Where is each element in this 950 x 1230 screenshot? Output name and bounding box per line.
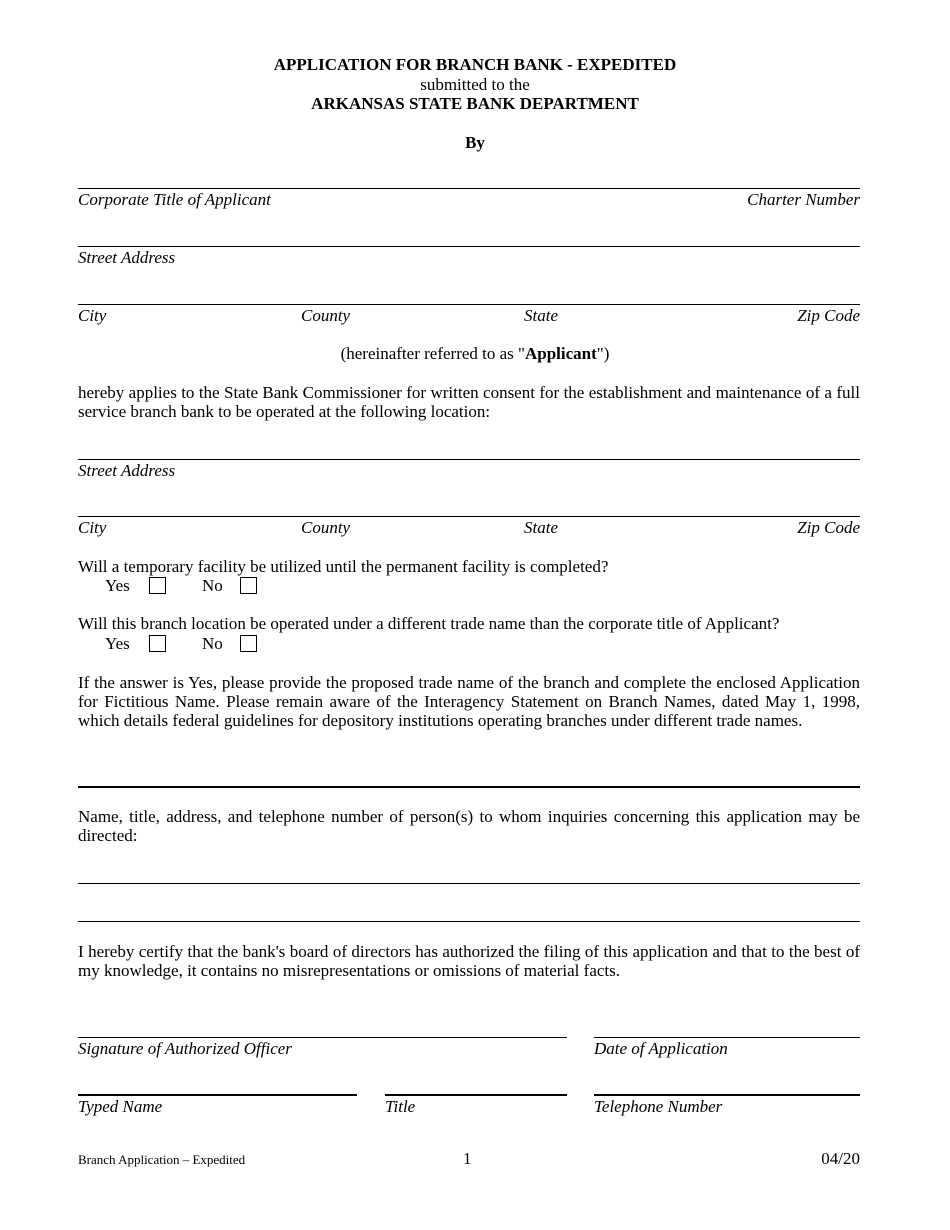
charter-number-label: Charter Number [747, 190, 860, 209]
page-number: 1 [463, 1149, 472, 1168]
q2-yes-label: Yes [105, 634, 130, 653]
by-label: By [465, 133, 485, 152]
branch-zip-label: Zip Code [797, 518, 860, 537]
form-subtitle: submitted to the [420, 75, 530, 94]
department-name: ARKANSAS STATE BANK DEPARTMENT [311, 94, 639, 113]
branch-street-field[interactable] [78, 459, 860, 460]
corporate-title-field[interactable] [78, 188, 860, 189]
telephone-label: Telephone Number [594, 1097, 723, 1116]
branch-city-field[interactable] [78, 516, 860, 517]
applicant-street-field[interactable] [78, 246, 860, 247]
title-field[interactable] [385, 1094, 567, 1096]
telephone-field[interactable] [594, 1094, 860, 1096]
branch-county-label: County [301, 518, 351, 537]
typed-name-field[interactable] [78, 1094, 357, 1096]
q2-yes-checkbox[interactable] [149, 635, 166, 652]
inquiries-field-2[interactable] [78, 921, 860, 922]
q1-yes-label: Yes [105, 576, 130, 595]
q1-no-label: No [202, 576, 223, 595]
footer-revision-date: 04/20 [821, 1149, 860, 1168]
typed-name-label: Typed Name [78, 1097, 163, 1116]
q1-yes-checkbox[interactable] [149, 577, 166, 594]
q1-no-checkbox[interactable] [240, 577, 257, 594]
question-temporary-facility: Will a temporary facility be utilized until the permanent facility is completed? [78, 557, 609, 576]
applicant-city-label: City [78, 306, 107, 325]
date-field[interactable] [594, 1037, 860, 1038]
trade-name-instructions: If the answer is Yes, please provide the proposed trade name of the branch and complete the enclosed Application for Fictitious Name. Please remain aware of the Interagency Statement on Branch Names, dated May 1, 1998, which details federal guidelines for depository institutions operating branches under different trade names. [78, 673, 860, 730]
applicant-zip-label: Zip Code [797, 306, 860, 325]
signature-label: Signature of Authorized Officer [78, 1039, 292, 1058]
applicant-county-label: County [301, 306, 351, 325]
applicant-city-field[interactable] [78, 304, 860, 305]
q2-no-checkbox[interactable] [240, 635, 257, 652]
trade-name-field[interactable] [78, 786, 860, 788]
inquiries-field-1[interactable] [78, 883, 860, 884]
applicant-street-label: Street Address [78, 248, 176, 267]
branch-state-label: State [524, 518, 558, 537]
branch-street-label: Street Address [78, 461, 176, 480]
footer-form-name: Branch Application – Expedited [78, 1152, 246, 1167]
form-title: APPLICATION FOR BRANCH BANK - EXPEDITED [273, 55, 677, 74]
q2-no-label: No [202, 634, 223, 653]
branch-city-label: City [78, 518, 107, 537]
applicant-reference: (hereinafter referred to as "Applicant") [340, 344, 610, 363]
applicant-state-label: State [524, 306, 558, 325]
application-statement: hereby applies to the State Bank Commissioner for written consent for the establishment and maintenance of a full service branch bank to be operated at the following location: [78, 383, 860, 421]
date-label: Date of Application [594, 1039, 728, 1058]
inquiries-instructions: Name, title, address, and telephone number of person(s) to whom inquiries concerning this application may be directed: [78, 807, 860, 845]
certification-statement: I hereby certify that the bank's board of directors has authorized the filing of this application and that to the best of my knowledge, it contains no misrepresentations or omissions of material facts. [78, 942, 860, 980]
title-label: Title [385, 1097, 416, 1116]
corporate-title-label: Corporate Title of Applicant [78, 190, 271, 209]
signature-field[interactable] [78, 1037, 567, 1038]
question-trade-name: Will this branch location be operated under a different trade name than the corporate title of Applicant? [78, 614, 780, 633]
